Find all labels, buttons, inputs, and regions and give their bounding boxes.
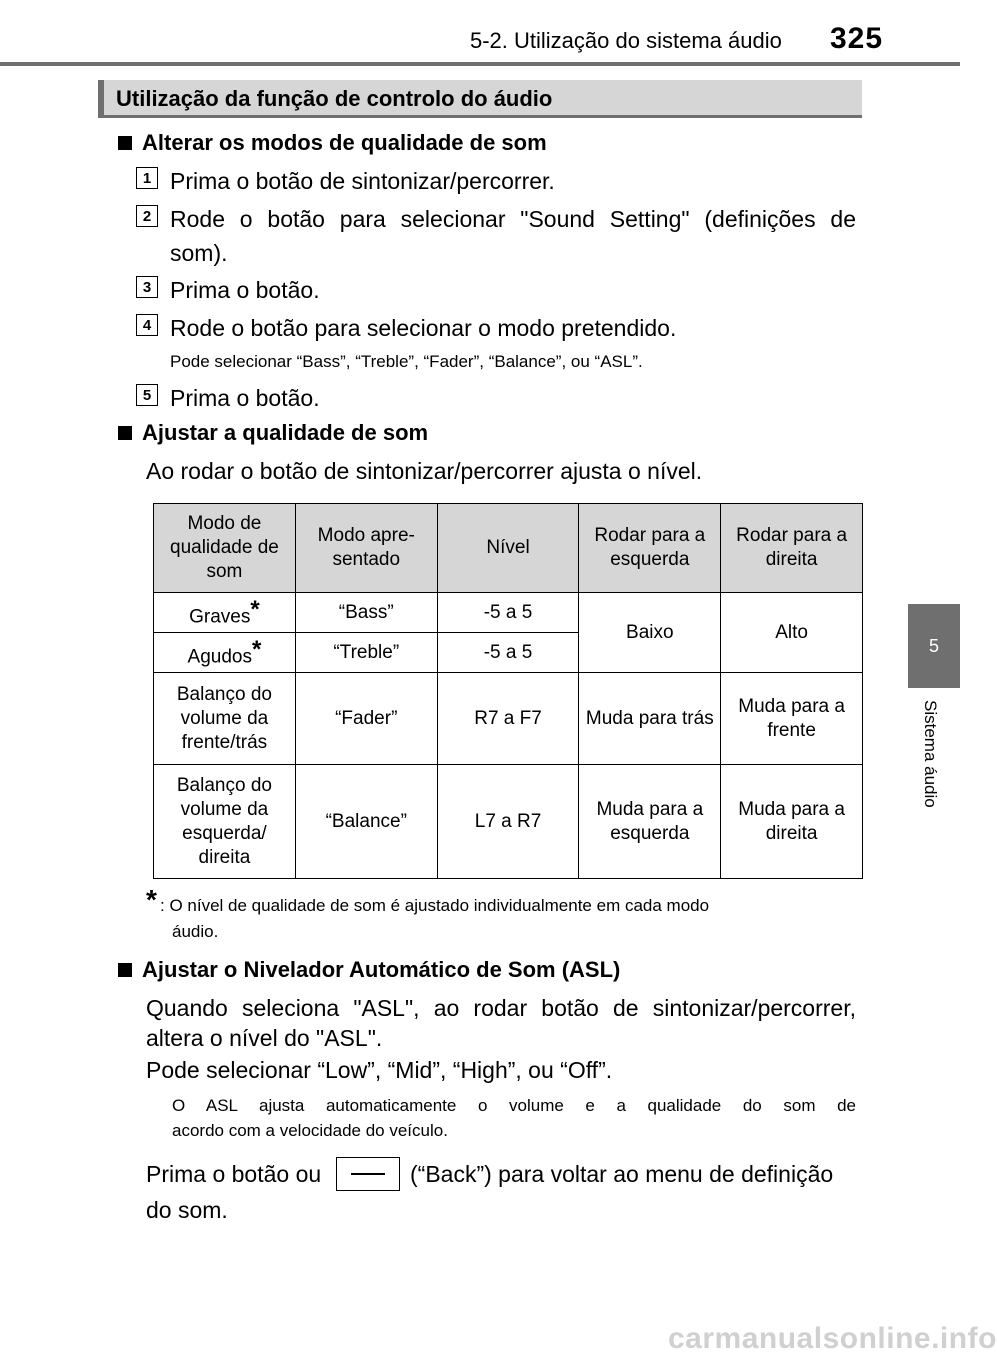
table-cell: Balanço do volume da frente/trás <box>154 673 296 765</box>
step-3-text: Prima o botão. <box>170 277 320 303</box>
back-button-symbol <box>336 1157 400 1191</box>
step-1-badge: 1 <box>136 167 158 189</box>
step-2-text-line1: Rode o botão para selecionar "Sound Setting" (definições de <box>170 206 856 232</box>
section-title: Utilização da função de controlo do áudio <box>116 86 553 111</box>
chapter-number: 5 <box>928 635 939 656</box>
col-header-level: Nível <box>437 504 579 593</box>
header-rule <box>0 62 960 66</box>
asterisk-mark: * <box>251 635 262 663</box>
step-2-text-line2: som). <box>170 240 228 266</box>
table-cell: Baixo <box>579 593 721 673</box>
table-cell: Muda para trás <box>579 673 721 765</box>
back-text-line2: do som. <box>146 1197 228 1223</box>
asl-text-line3: Pode selecionar “Low”, “Mid”, “High”, ou “Off”. <box>146 1057 613 1083</box>
table-cell: “Treble” <box>295 633 437 673</box>
step-5-badge: 5 <box>136 384 158 406</box>
table-cell: Alto <box>721 593 863 673</box>
footnote-line2: áudio. <box>172 922 219 941</box>
asterisk-mark: * <box>250 595 260 623</box>
table-cell: Muda para a esquerda <box>579 765 721 879</box>
square-bullet-icon <box>118 426 132 440</box>
square-bullet-icon <box>118 963 132 977</box>
table-cell: -5 a 5 <box>437 633 579 673</box>
step-3-badge: 3 <box>136 276 158 298</box>
step-4-badge: 4 <box>136 314 158 336</box>
section-title-bar <box>98 80 862 118</box>
chapter-label: Sistema áudio <box>921 700 940 808</box>
col-header-shown: Modo apre- sentado <box>295 504 437 593</box>
asl-note-line2: acordo com a velocidade do veículo. <box>172 1121 448 1140</box>
chapter-tab <box>908 604 960 688</box>
table-cell: “Balance” <box>295 765 437 879</box>
table-cell: Muda para a frente <box>721 673 863 765</box>
dash-icon <box>351 1173 385 1175</box>
back-text-after: (“Back”) para voltar ao menu de definição <box>410 1161 834 1187</box>
page-number: 325 <box>830 22 884 55</box>
table-cell: “Bass” <box>295 593 437 633</box>
adjust-quality-text: Ao rodar o botão de sintonizar/percorrer ajusta o nível. <box>146 458 703 484</box>
col-header-mode: Modo de qualidade de som <box>154 504 296 593</box>
table-row <box>154 673 863 765</box>
table-cell: R7 a F7 <box>437 673 579 765</box>
table-row <box>154 593 863 633</box>
sound-quality-table <box>153 503 863 879</box>
subheading-change-modes: Alterar os modos de qualidade de som <box>118 130 547 156</box>
step-5-text: Prima o botão. <box>170 385 320 411</box>
col-header-left: Rodar para a esquerda <box>579 504 721 593</box>
table-cell: L7 a R7 <box>437 765 579 879</box>
asl-note-line1: O ASL ajusta automaticamente o volume e a qualidade do som de <box>172 1096 856 1115</box>
step-1-text: Prima o botão de sintonizar/percorrer. <box>170 168 555 194</box>
back-text-before: Prima o botão ou <box>146 1161 322 1187</box>
watermark: carmanualsonline.info <box>668 1322 997 1355</box>
step-2-badge: 2 <box>136 205 158 227</box>
table-cell: -5 a 5 <box>437 593 579 633</box>
table-cell: “Fader” <box>295 673 437 765</box>
footnote-mark: * <box>146 884 157 915</box>
mode-options-note: Pode selecionar “Bass”, “Treble”, “Fader”, “Balance”, ou “ASL”. <box>170 352 643 371</box>
table-row <box>154 765 863 879</box>
subheading-adjust-quality: Ajustar a qualidade de som <box>118 420 428 446</box>
step-4-text: Rode o botão para selecionar o modo pretendido. <box>170 315 677 341</box>
table-cell: Balanço do volume da esquerda/ direita <box>154 765 296 879</box>
table-header-row <box>154 504 863 593</box>
square-bullet-icon <box>118 136 132 150</box>
asl-text-line2: altera o nível do "ASL". <box>146 1025 383 1051</box>
table-cell: Muda para a direita <box>721 765 863 879</box>
col-header-right: Rodar para a direita <box>721 504 863 593</box>
footnote-line1: : O nível de qualidade de som é ajustado individualmente em cada modo <box>160 896 710 915</box>
asl-text-line1: Quando seleciona "ASL", ao rodar botão de sintonizar/percorrer, <box>146 995 856 1021</box>
subheading-asl: Ajustar o Nivelador Automático de Som (ASL) <box>118 957 620 983</box>
section-breadcrumb: 5-2. Utilização do sistema áudio <box>470 28 782 53</box>
table-cell: Agudos* <box>154 633 296 673</box>
title-accent <box>98 80 104 115</box>
table-cell: Graves* <box>154 593 296 633</box>
